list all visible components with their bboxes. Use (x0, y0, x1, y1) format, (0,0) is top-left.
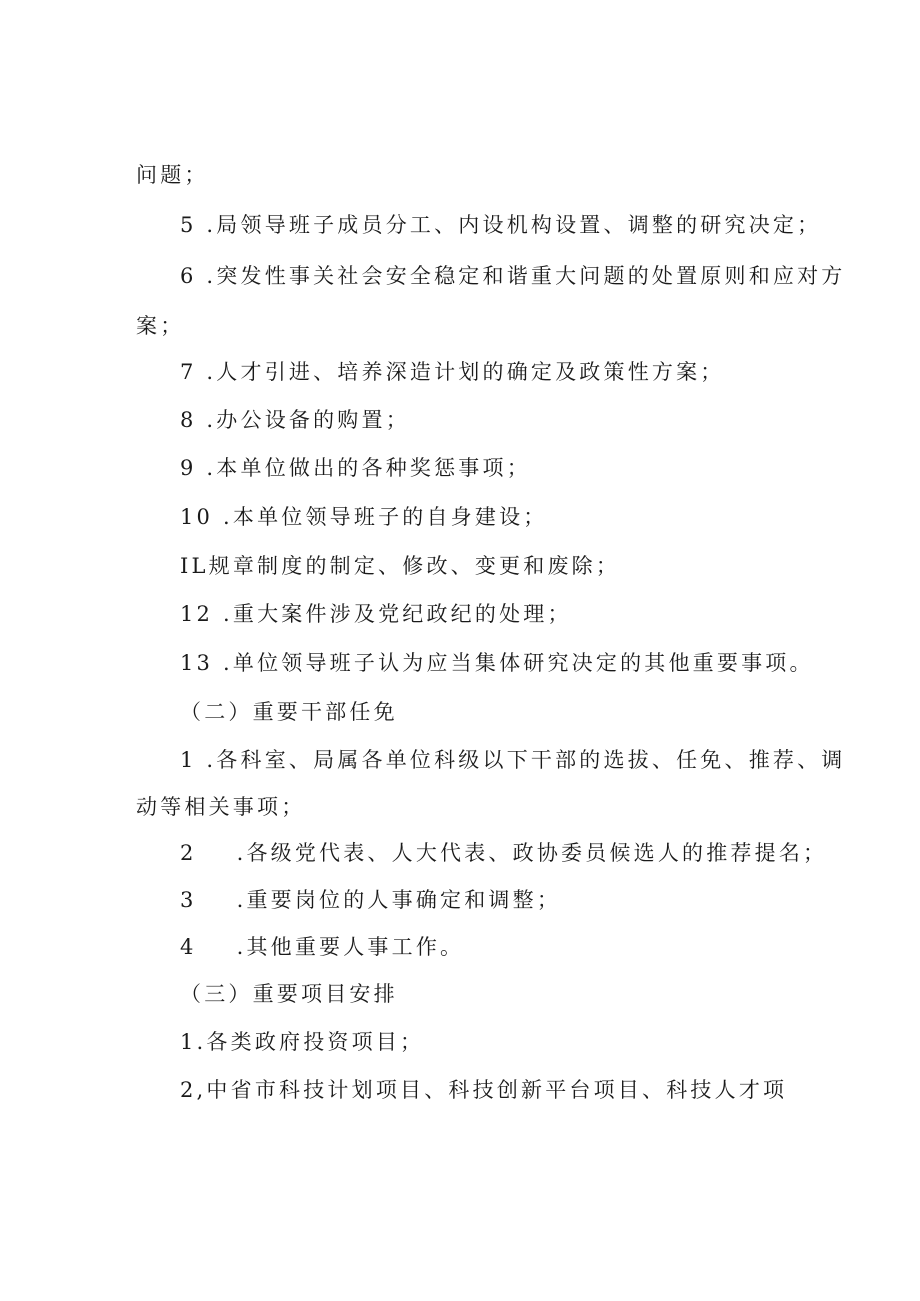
text-line: 案； (136, 314, 185, 338)
text-line: 动等相关事项； (136, 795, 306, 819)
text-line: 12 .重大案件涉及党纪政纪的处理； (180, 602, 572, 626)
text-line: 10 .本单位领导班子的自身建设； (180, 505, 548, 529)
text-line (180, 838, 827, 868)
text-line: 9 .本单位做出的各种奖惩事项； (180, 456, 531, 480)
item-number: 4 (180, 935, 197, 959)
text-line (180, 932, 464, 962)
text-line: 1 .各科室、局属各单位科级以下干部的选拔、任免、推荐、调 (180, 748, 846, 772)
item-text: .各级党代表、人大代表、政协委员候选人的推荐提名； (236, 841, 828, 865)
text-line: 问题； (136, 163, 209, 187)
text-line (180, 885, 561, 915)
item-number: 3 (180, 888, 197, 912)
text-line: IL规章制度的制定、修改、变更和废除； (180, 554, 621, 578)
text-line: 13 .单位领导班子认为应当集体研究决定的其他重要事项。 (180, 651, 814, 675)
text-line: 8 .办公设备的购置； (180, 408, 410, 432)
section-heading: （三）重要项目安排 (180, 982, 398, 1006)
text-line: 7 .人才引进、培养深造计划的确定及政策性方案； (180, 360, 725, 384)
item-text: .其他重要人事工作。 (236, 935, 465, 959)
item-number: 2 (180, 841, 197, 865)
text-line: 2,中省市科技计划项目、科技创新平台项目、科技人才项 (180, 1078, 788, 1102)
item-text: .重要岗位的人事确定和调整； (236, 888, 562, 912)
text-line: 6 .突发性事关社会安全稳定和谐重大问题的处置原则和应对方 (180, 264, 846, 288)
text-line: 5 .局领导班子成员分工、内设机构设置、调整的研究决定； (180, 213, 822, 237)
text-line: 1.各类政府投资项目； (180, 1030, 425, 1054)
section-heading: （二）重要干部任免 (180, 700, 398, 724)
